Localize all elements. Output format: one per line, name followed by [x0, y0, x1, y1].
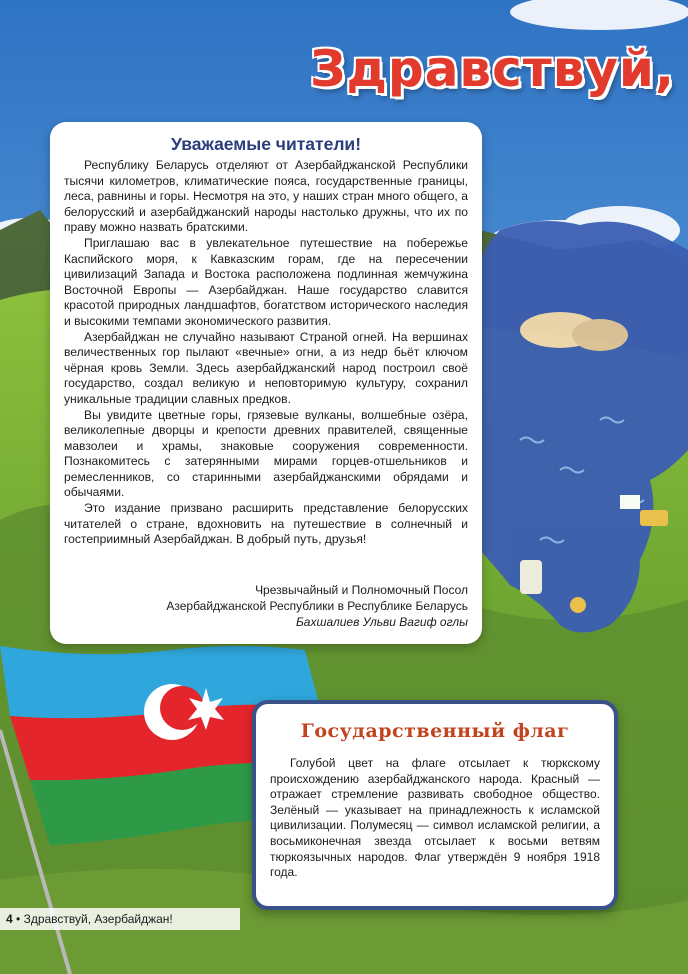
letter-paragraph: Это издание призвано расширить представление белорусских читателей о стране, вдохновить на путешествие в солнечный и гостеприимный Азербайджан. В добрый путь, друзья!: [64, 501, 468, 547]
page-title: Здравствуй,: [310, 40, 675, 98]
footer-text: Здравствуй, Азербайджан!: [23, 912, 173, 926]
page-footer: [0, 908, 240, 930]
letter-paragraph: Республику Беларусь отделяют от Азербайджанской Республики тысячи километров, климатические пояса, государственные границы, леса, равнины и горы. Несмотря на это, у наших стран много общего, а белорусский и азербайджанский народы настолько дружны, что их по праву можно назвать братскими.: [64, 158, 468, 235]
letter-paragraph: Приглашаю вас в увлекательное путешествие на побережье Каспийского моря, к Кавказским горам, где на пересечении цивилизаций Запада и Востока расположена подлинная жемчужина Восточной Европы — Азербайджан. Наше государство славится красотой природных ландшафтов, богатством исторического наследия и высокими темпами экономического развития.: [64, 235, 468, 328]
signature-title: Чрезвычайный и Полномочный Посол: [255, 583, 468, 597]
letter-heading: Уважаемые читатели!: [170, 134, 362, 154]
letter-paragraph: Азербайджан не случайно называют Страной огней. На вершинах величественных гор пылают «вечные» огни, а из недр бьёт ключом чёрная кровь Земли. Здесь азербайджанский народ построил своё государство, создал великую и неповторимую культуру, сохранил уникальные традиции славных предков.: [64, 329, 468, 406]
flag-heading: Государственный флаг: [300, 720, 570, 742]
flag-info-card: [252, 700, 618, 910]
flag-description: Голубой цвет на флаге отсылает к тюркскому происхождению азербайджанского народа. Красный — отражает стремление развивать свободное общество. Зелёный — указывает на принадлежность к исламской цивилизации. Полумесяц — символ исламской религии, а восьмиконечная звезда отсылает к восьми ветвям тюркоязычных народов. Флаг утверждён 9 ноября 1918 года.: [270, 756, 600, 880]
signature-name: Бахшалиев Ульви Вагиф оглы: [296, 615, 468, 629]
footer-separator: •: [16, 912, 21, 926]
letter-paragraph: Вы увидите цветные горы, грязевые вулканы, волшебные озёра, великолепные дворцы и крепости древних правителей, священные мавзолеи и храмы, знаковые сооружения современности. Познакомитесь с затерянными мирами горцев-отшельников и ремесленников, со старинными азербайджанскими обрядами и обычаями.: [64, 407, 468, 500]
letter-body: [64, 158, 468, 548]
signature-position: Азербайджанской Республики в Республике Беларусь: [166, 599, 468, 613]
signature: [64, 582, 468, 630]
letter-card: [50, 122, 482, 644]
page-number: 4: [6, 912, 13, 926]
